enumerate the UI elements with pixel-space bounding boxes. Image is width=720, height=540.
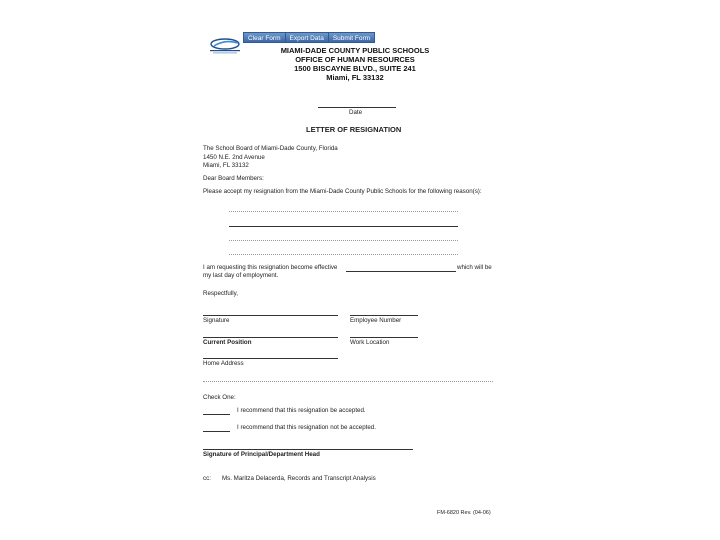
employee-number-field[interactable] xyxy=(350,315,418,316)
date-field[interactable] xyxy=(318,107,396,108)
reason-line[interactable] xyxy=(229,254,458,255)
address-line-2: 1450 N.E. 2nd Avenue xyxy=(203,154,265,161)
accept-option-label: I recommend that this resignation be accepted. xyxy=(237,407,366,414)
salutation: Dear Board Members: xyxy=(203,175,264,182)
effective-date-field[interactable] xyxy=(346,271,456,272)
principal-signature-label: Signature of Principal/Department Head xyxy=(203,451,320,458)
form-number: FM-6820 Rev. (04-06) xyxy=(437,510,491,516)
form-toolbar xyxy=(243,32,375,43)
not-accept-option-label: I recommend that this resignation not be accepted. xyxy=(237,424,376,431)
clear-form-button[interactable]: Clear Form xyxy=(243,32,285,43)
submit-form-button[interactable]: Submit Form xyxy=(328,32,375,43)
not-accept-checkbox[interactable] xyxy=(203,431,230,432)
current-position-label: Current Position xyxy=(203,339,252,346)
cc-text: Ms. Maritza Delacerda, Records and Transcript Analysis xyxy=(222,475,376,482)
home-address-field[interactable] xyxy=(203,358,338,359)
cc-label: cc: xyxy=(203,475,211,482)
effective-text-2: which will be xyxy=(457,264,492,271)
effective-text-3: my last day of employment. xyxy=(203,272,279,279)
closing: Respectfully, xyxy=(203,290,238,297)
reason-line[interactable] xyxy=(229,240,458,241)
signature-field[interactable] xyxy=(203,315,338,316)
check-one-label: Check One: xyxy=(203,394,236,401)
header-line-1: MIAMI-DADE COUNTY PUBLIC SCHOOLS xyxy=(280,46,430,55)
work-location-field[interactable] xyxy=(350,337,418,338)
reason-line[interactable] xyxy=(229,211,458,212)
reason-prompt: Please accept my resignation from the Miami-Dade County Public Schools for the following reason(s): xyxy=(203,188,482,195)
export-data-button[interactable]: Export Data xyxy=(285,32,328,43)
page-title: LETTER OF RESIGNATION xyxy=(306,125,402,134)
header-line-4: Miami, FL 33132 xyxy=(326,73,384,82)
work-location-label: Work Location xyxy=(350,339,390,346)
signature-label: Signature xyxy=(203,317,230,324)
accept-checkbox[interactable] xyxy=(203,414,230,415)
home-address-label: Home Address xyxy=(203,360,244,367)
address-line-3: Miami, FL 33132 xyxy=(203,162,249,169)
school-logo-icon xyxy=(204,37,246,55)
reason-line[interactable] xyxy=(229,226,458,227)
employee-number-label: Employee Number xyxy=(350,317,402,324)
address-line-1: The School Board of Miami-Dade County, Florida xyxy=(203,145,338,152)
home-address-line-2[interactable] xyxy=(203,381,493,382)
date-label: Date xyxy=(349,109,363,116)
effective-text-1: I am requesting this resignation become effective xyxy=(203,264,338,271)
header-line-3: 1500 BISCAYNE BLVD., SUITE 241 xyxy=(294,64,416,73)
principal-signature-field[interactable] xyxy=(203,449,413,450)
header-line-2: OFFICE OF HUMAN RESOURCES xyxy=(295,55,415,64)
current-position-field[interactable] xyxy=(203,337,338,338)
